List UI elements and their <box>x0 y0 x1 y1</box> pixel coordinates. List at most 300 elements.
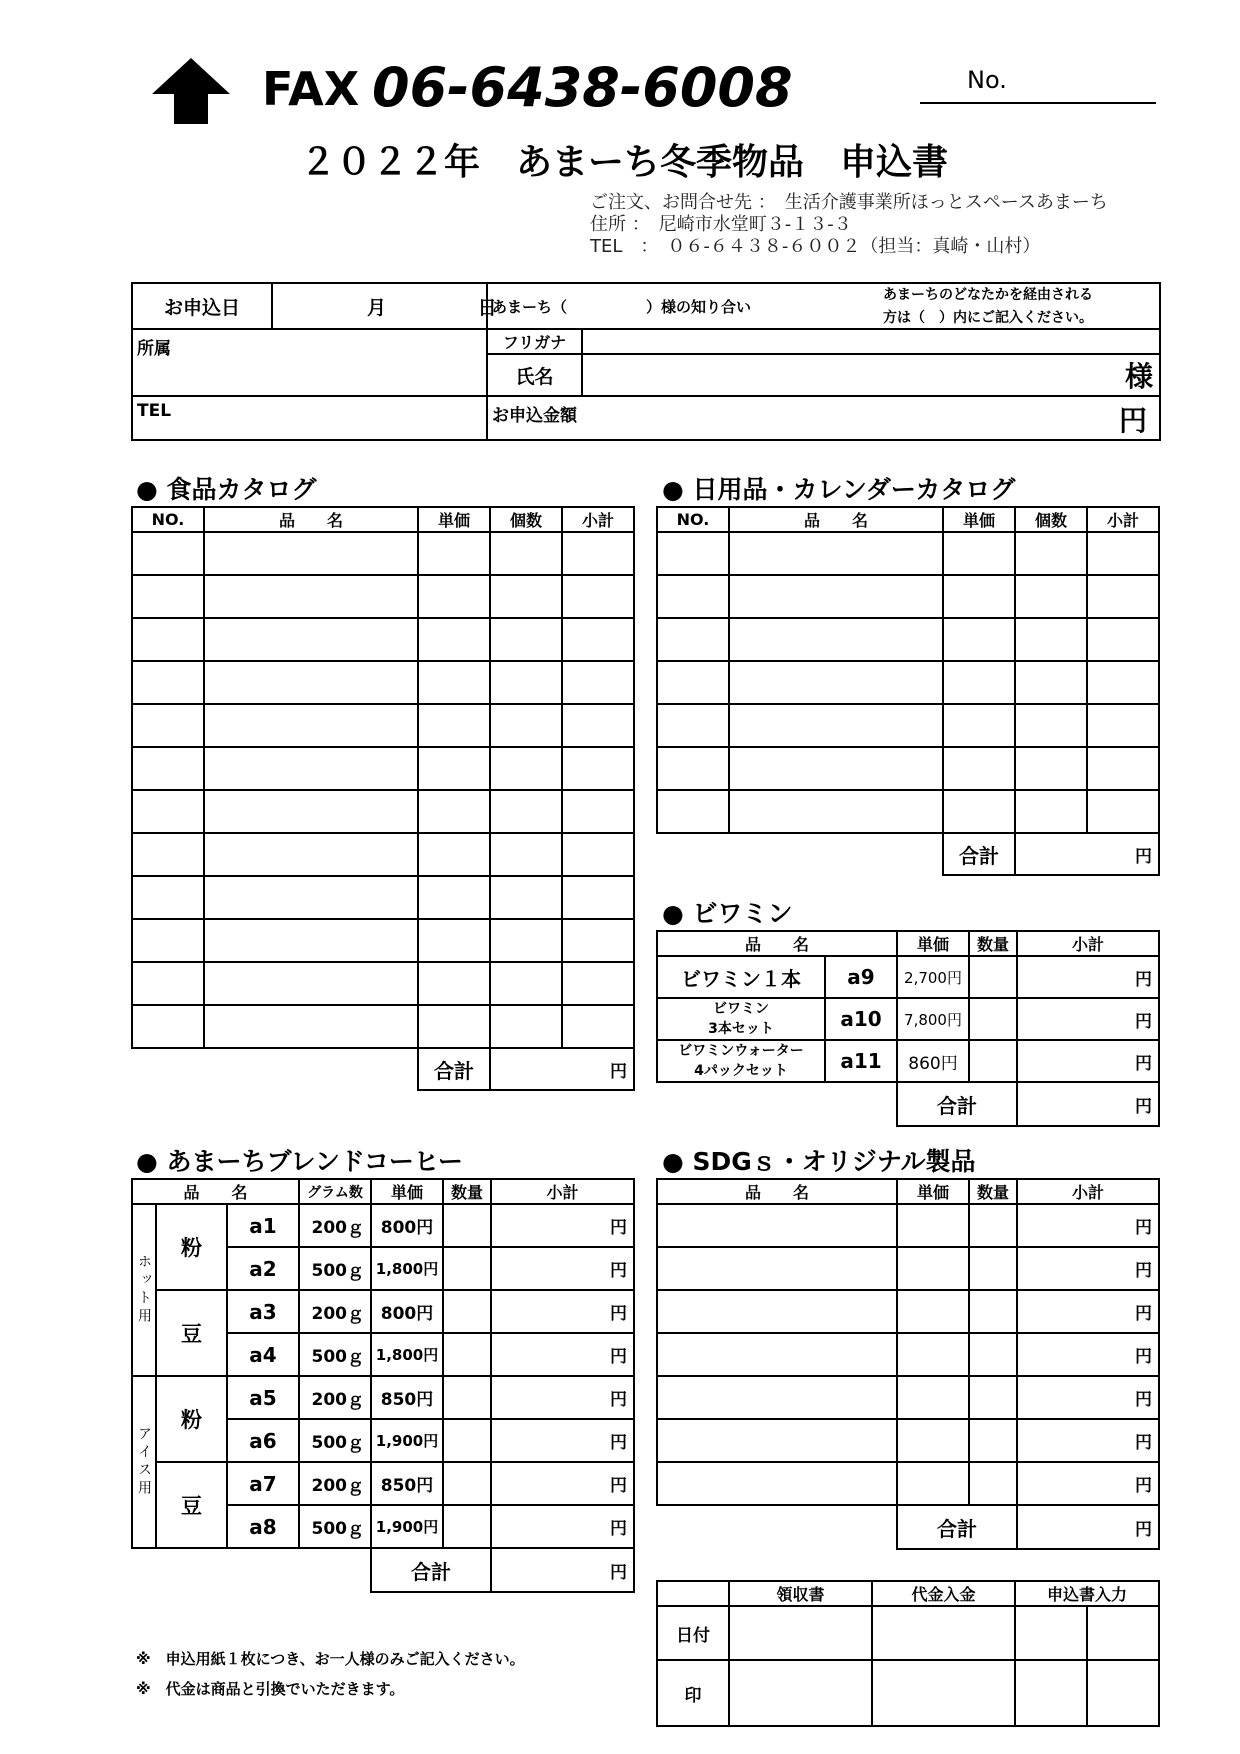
table-row <box>657 1462 1159 1505</box>
quantity-input[interactable] <box>969 1040 1017 1082</box>
table-row <box>132 1290 634 1333</box>
item-name-input[interactable] <box>204 661 418 704</box>
yen-mark: 円 <box>1135 1096 1153 1117</box>
contact-line: TEL ： ０６-６４３８-６００２（担当：真崎・山村） <box>590 236 1041 257</box>
no-input[interactable] <box>132 962 204 1005</box>
no-input[interactable] <box>132 790 204 833</box>
quantity-input[interactable] <box>443 1462 491 1505</box>
subtotal-input[interactable] <box>562 661 634 704</box>
item-name-input[interactable] <box>729 575 943 618</box>
office-use-table <box>656 1580 1160 1727</box>
col-header: 数量 <box>969 1179 1017 1204</box>
col-header: 小計 <box>1017 1179 1159 1204</box>
unit-price-input[interactable] <box>897 1419 969 1462</box>
unit-price-input[interactable] <box>418 833 490 876</box>
product-name: ビワミンウォーター 4パックセット <box>657 1040 825 1082</box>
unit-price: 1,800円 <box>371 1247 443 1290</box>
quantity-input[interactable] <box>443 1333 491 1376</box>
yen-mark: 円 <box>1135 1476 1152 1496</box>
yen-mark: 円 <box>610 1476 627 1496</box>
yen-mark: 円 <box>1135 1053 1153 1074</box>
subtotal-input[interactable] <box>562 532 634 575</box>
quantity-input[interactable] <box>490 618 562 661</box>
table-row <box>132 747 634 790</box>
no-label: No. <box>967 66 1007 94</box>
product-code: a2 <box>227 1247 299 1290</box>
amount-field[interactable] <box>487 396 1160 440</box>
furigana-label: フリガナ <box>487 329 582 354</box>
col-header: 個数 <box>490 507 562 532</box>
product-name: ビワミン 3本セット <box>657 998 825 1040</box>
quantity-input[interactable] <box>490 790 562 833</box>
subtotal-input[interactable] <box>1087 747 1159 790</box>
subtotal-input[interactable] <box>1087 532 1159 575</box>
grind-type: 粉 <box>156 1376 227 1462</box>
col-header: 代金入金 <box>872 1581 1015 1606</box>
item-name-input[interactable] <box>204 919 418 962</box>
office-cell[interactable] <box>1087 1606 1159 1660</box>
yen-mark: 円 <box>610 1304 627 1324</box>
item-name-input[interactable] <box>729 661 943 704</box>
yen-mark: 円 <box>610 1390 627 1410</box>
unit-price-input[interactable] <box>897 1462 969 1505</box>
col-header: グラム数 <box>299 1179 371 1204</box>
date-field[interactable] <box>272 283 497 329</box>
item-name-input[interactable] <box>729 790 943 833</box>
item-name-input[interactable] <box>657 1419 897 1462</box>
subtotal-cell <box>1017 998 1159 1040</box>
item-name-input[interactable] <box>204 790 418 833</box>
quantity-input[interactable] <box>490 876 562 919</box>
coffee-table <box>131 1178 635 1593</box>
unit-price: 850円 <box>371 1376 443 1419</box>
subtotal-input[interactable] <box>562 833 634 876</box>
unit-price-input[interactable] <box>943 575 1015 618</box>
unit-price-input[interactable] <box>897 1247 969 1290</box>
subtotal-cell <box>1017 1376 1159 1419</box>
subtotal-input[interactable] <box>1087 661 1159 704</box>
item-name-input[interactable] <box>204 747 418 790</box>
product-code: a10 <box>825 998 897 1040</box>
unit-price: 860円 <box>897 1040 969 1082</box>
subtotal-cell <box>1017 1290 1159 1333</box>
col-header: 品 名 <box>204 507 418 532</box>
yen-mark: 円 <box>1135 1011 1153 1032</box>
unit-price-input[interactable] <box>897 1290 969 1333</box>
subtotal-cell <box>491 1333 634 1376</box>
unit-price-input[interactable] <box>418 532 490 575</box>
no-input[interactable] <box>132 833 204 876</box>
spacer <box>657 833 943 875</box>
col-header: 数量 <box>969 931 1017 956</box>
table-row <box>132 1005 634 1048</box>
office-cell[interactable] <box>729 1606 872 1660</box>
table-row <box>132 532 634 575</box>
yen-mark: 円 <box>1135 1519 1152 1540</box>
quantity-input[interactable] <box>969 956 1017 998</box>
item-name-input[interactable] <box>657 1204 897 1247</box>
grams: 500ｇ <box>299 1333 371 1376</box>
no-input[interactable] <box>132 575 204 618</box>
quantity-input[interactable] <box>1015 790 1087 833</box>
col-header: 領収書 <box>729 1581 872 1606</box>
unit-price-input[interactable] <box>418 876 490 919</box>
product-code: a4 <box>227 1333 299 1376</box>
yen-mark: 円 <box>1135 1390 1152 1410</box>
temperature-group: アイス用 <box>132 1376 156 1548</box>
col-header: 小計 <box>562 507 634 532</box>
unit-price-input[interactable] <box>418 1005 490 1048</box>
item-name-input[interactable] <box>204 704 418 747</box>
no-input[interactable] <box>657 747 729 790</box>
unit-price: 2,700円 <box>897 956 969 998</box>
subtotal-input[interactable] <box>562 747 634 790</box>
table-row <box>132 962 634 1005</box>
unit-price: 1,800円 <box>371 1333 443 1376</box>
grams: 500ｇ <box>299 1419 371 1462</box>
office-cell[interactable] <box>1015 1660 1087 1726</box>
table-row <box>657 1040 1159 1082</box>
page-title: ２０２２年 あまーち冬季物品 申込書 <box>300 142 949 183</box>
spacer <box>657 1082 897 1126</box>
table-row <box>657 618 1159 661</box>
item-name-input[interactable] <box>729 704 943 747</box>
subtotal-cell <box>491 1290 634 1333</box>
total-label: 合計 <box>418 1048 490 1090</box>
item-name-input[interactable] <box>657 1290 897 1333</box>
name-input[interactable] <box>582 354 1160 396</box>
unit-price: 1,900円 <box>371 1505 443 1548</box>
table-row <box>132 1376 634 1419</box>
unit-price-input[interactable] <box>943 618 1015 661</box>
acquaintance-suffix: ）様の知り合い <box>646 298 752 316</box>
temperature-group: ホット用 <box>132 1204 156 1376</box>
yen-mark: 円 <box>1135 1304 1152 1324</box>
no-input[interactable] <box>657 575 729 618</box>
item-name-input[interactable] <box>729 747 943 790</box>
subtotal-input[interactable] <box>562 1005 634 1048</box>
yen-mark: 円 <box>610 1562 627 1583</box>
item-name-input[interactable] <box>204 532 418 575</box>
grams: 200ｇ <box>299 1204 371 1247</box>
table-row <box>657 1247 1159 1290</box>
yen-mark: 円 <box>610 1061 627 1082</box>
product-code: a1 <box>227 1204 299 1247</box>
subtotal-input[interactable] <box>562 704 634 747</box>
food-catalog-table <box>131 506 635 1091</box>
item-name-input[interactable] <box>204 575 418 618</box>
item-name-input[interactable] <box>657 1333 897 1376</box>
contact-info <box>590 192 1108 258</box>
item-name-input[interactable] <box>204 962 418 1005</box>
quantity-input[interactable] <box>443 1204 491 1247</box>
quantity-input[interactable] <box>490 532 562 575</box>
quantity-input[interactable] <box>490 747 562 790</box>
subtotal-input[interactable] <box>562 919 634 962</box>
no-input[interactable] <box>657 532 729 575</box>
no-input[interactable] <box>132 704 204 747</box>
no-input[interactable] <box>132 919 204 962</box>
yen-mark: 円 <box>610 1433 627 1453</box>
table-row <box>657 532 1159 575</box>
item-name-input[interactable] <box>204 876 418 919</box>
affiliation-field[interactable] <box>132 329 487 396</box>
subtotal-input[interactable] <box>562 575 634 618</box>
unit-price: 850円 <box>371 1462 443 1505</box>
table-row <box>132 618 634 661</box>
coffee-title: ● あまーちブレンドコーヒー <box>136 1147 463 1176</box>
table-row <box>657 704 1159 747</box>
office-cell[interactable] <box>1015 1606 1087 1660</box>
seal-row-label: 印 <box>657 1660 729 1726</box>
table-row <box>657 747 1159 790</box>
table-row <box>132 833 634 876</box>
office-cell[interactable] <box>729 1660 872 1726</box>
office-cell[interactable] <box>872 1606 1015 1660</box>
tel-label: TEL <box>137 401 172 421</box>
yen-mark: 円 <box>610 1347 627 1367</box>
subtotal-input[interactable] <box>1087 790 1159 833</box>
subtotal-input[interactable] <box>1087 575 1159 618</box>
product-code: a11 <box>825 1040 897 1082</box>
unit-price-input[interactable] <box>943 661 1015 704</box>
via-note: 方は（ ）内にご記入ください。 <box>883 310 1093 326</box>
grams: 200ｇ <box>299 1462 371 1505</box>
col-header: NO. <box>657 507 729 532</box>
table-row <box>657 956 1159 998</box>
grind-type: 豆 <box>156 1462 227 1548</box>
total-label: 合計 <box>897 1082 1017 1126</box>
subtotal-input[interactable] <box>562 962 634 1005</box>
unit-price-input[interactable] <box>897 1204 969 1247</box>
subtotal-cell <box>1017 1333 1159 1376</box>
subtotal-cell <box>491 1376 634 1419</box>
table-row <box>657 790 1159 833</box>
no-input[interactable] <box>132 532 204 575</box>
subtotal-input[interactable] <box>562 618 634 661</box>
total-cell[interactable] <box>490 1048 634 1090</box>
table-row <box>657 1204 1159 1247</box>
col-header: 個数 <box>1015 507 1087 532</box>
item-name-input[interactable] <box>657 1462 897 1505</box>
subtotal-input[interactable] <box>562 790 634 833</box>
grams: 500ｇ <box>299 1505 371 1548</box>
no-input[interactable] <box>657 618 729 661</box>
amount-label: お申込金額 <box>492 406 577 426</box>
product-name: ビワミン１本 <box>657 956 825 998</box>
col-header: 単価 <box>897 1179 969 1204</box>
unit-price: 1,900円 <box>371 1419 443 1462</box>
col-header: 単価 <box>371 1179 443 1204</box>
quantity-input[interactable] <box>443 1419 491 1462</box>
grams: 200ｇ <box>299 1376 371 1419</box>
item-name-input[interactable] <box>204 1005 418 1048</box>
quantity-input[interactable] <box>1015 575 1087 618</box>
yen-mark: 円 <box>1135 846 1152 867</box>
no-input[interactable] <box>657 661 729 704</box>
quantity-input[interactable] <box>969 1247 1017 1290</box>
via-note: あまーちのどなたかを経由される <box>883 287 1093 303</box>
daily-catalog-table <box>656 506 1160 876</box>
unit-price: 7,800円 <box>897 998 969 1040</box>
total-cell[interactable] <box>1017 1082 1159 1126</box>
sdgs-table <box>656 1178 1160 1550</box>
no-input[interactable] <box>132 618 204 661</box>
item-name-input[interactable] <box>729 618 943 661</box>
yen-mark: 円 <box>1135 1347 1152 1367</box>
item-name-input[interactable] <box>657 1247 897 1290</box>
grams: 200ｇ <box>299 1290 371 1333</box>
fax-label: FAX <box>262 62 360 116</box>
unit-price-input[interactable] <box>943 747 1015 790</box>
unit-price-input[interactable] <box>418 575 490 618</box>
table-row <box>132 661 634 704</box>
no-line <box>920 102 1156 104</box>
total-label: 合計 <box>897 1505 1017 1549</box>
table-row <box>657 1333 1159 1376</box>
quantity-input[interactable] <box>969 1376 1017 1419</box>
no-input[interactable] <box>132 876 204 919</box>
subtotal-cell <box>1017 1419 1159 1462</box>
furigana-input[interactable] <box>582 329 1160 354</box>
quantity-input[interactable] <box>490 962 562 1005</box>
unit-price-input[interactable] <box>418 618 490 661</box>
table-row <box>132 704 634 747</box>
no-input[interactable] <box>132 661 204 704</box>
up-arrow-icon <box>150 56 232 126</box>
unit-price: 800円 <box>371 1290 443 1333</box>
quantity-input[interactable] <box>443 1247 491 1290</box>
unit-price-input[interactable] <box>897 1333 969 1376</box>
product-code: a7 <box>227 1462 299 1505</box>
month-label: 月 <box>367 296 387 319</box>
total-cell[interactable] <box>1015 833 1159 875</box>
no-input[interactable] <box>132 1005 204 1048</box>
unit-price-input[interactable] <box>943 704 1015 747</box>
unit-price-input[interactable] <box>943 790 1015 833</box>
subtotal-cell <box>491 1505 634 1548</box>
quantity-input[interactable] <box>1015 618 1087 661</box>
quantity-input[interactable] <box>490 919 562 962</box>
quantity-input[interactable] <box>490 1005 562 1048</box>
subtotal-cell <box>491 1462 634 1505</box>
spacer <box>132 1048 418 1090</box>
subtotal-input[interactable] <box>1087 704 1159 747</box>
office-cell[interactable] <box>872 1660 1015 1726</box>
subtotal-input[interactable] <box>562 876 634 919</box>
quantity-input[interactable] <box>443 1290 491 1333</box>
quantity-input[interactable] <box>969 1333 1017 1376</box>
yen-mark: 円 <box>610 1519 627 1539</box>
acquaintance-field[interactable] <box>487 283 1160 329</box>
unit-price-input[interactable] <box>418 704 490 747</box>
note-line: ※ 申込用紙１枚につき、お一人様のみご記入ください。 <box>136 1650 525 1668</box>
quantity-input[interactable] <box>1015 704 1087 747</box>
yen-mark: 円 <box>1135 969 1153 990</box>
col-header: 数量 <box>443 1179 491 1204</box>
table-row <box>132 790 634 833</box>
total-cell[interactable] <box>1017 1505 1159 1549</box>
quantity-input[interactable] <box>490 575 562 618</box>
tel-field[interactable] <box>132 396 487 440</box>
unit-price-input[interactable] <box>897 1376 969 1419</box>
item-name-input[interactable] <box>657 1376 897 1419</box>
daily-catalog-title: ● 日用品・カレンダーカタログ <box>662 475 1016 504</box>
unit-price-input[interactable] <box>418 790 490 833</box>
col-header: 小計 <box>1017 931 1159 956</box>
subtotal-input[interactable] <box>1087 618 1159 661</box>
unit-price-input[interactable] <box>418 747 490 790</box>
quantity-input[interactable] <box>490 833 562 876</box>
table-row <box>657 575 1159 618</box>
no-input[interactable] <box>132 747 204 790</box>
unit-price-input[interactable] <box>943 532 1015 575</box>
quantity-input[interactable] <box>490 661 562 704</box>
fax-number: 06-6438-6008 <box>372 56 793 119</box>
office-cell[interactable] <box>1087 1660 1159 1726</box>
table-row <box>132 919 634 962</box>
subtotal-cell <box>491 1247 634 1290</box>
quantity-input[interactable] <box>969 998 1017 1040</box>
quantity-input[interactable] <box>443 1376 491 1419</box>
subtotal-cell <box>491 1419 634 1462</box>
unit-price-input[interactable] <box>418 962 490 1005</box>
quantity-input[interactable] <box>969 1462 1017 1505</box>
affiliation-label: 所属 <box>137 339 171 359</box>
item-name-input[interactable] <box>204 618 418 661</box>
contact-line: 住所 ： 尼崎市水堂町３-１３-３ <box>590 214 852 235</box>
quantity-input[interactable] <box>969 1204 1017 1247</box>
col-header: NO. <box>132 507 204 532</box>
col-header: 品 名 <box>657 931 897 956</box>
item-name-input[interactable] <box>729 532 943 575</box>
quantity-input[interactable] <box>490 704 562 747</box>
product-code: a5 <box>227 1376 299 1419</box>
table-row <box>657 661 1159 704</box>
product-code: a9 <box>825 956 897 998</box>
note-line: ※ 代金は商品と引換でいただきます。 <box>136 1680 405 1698</box>
grind-type: 粉 <box>156 1204 227 1290</box>
amachi-prefix: あまーち（ <box>492 297 568 316</box>
col-header: 小計 <box>1087 507 1159 532</box>
quantity-input[interactable] <box>969 1419 1017 1462</box>
unit-price: 800円 <box>371 1204 443 1247</box>
table-row <box>132 575 634 618</box>
grind-type: 豆 <box>156 1290 227 1376</box>
unit-price-input[interactable] <box>418 919 490 962</box>
total-cell[interactable] <box>491 1548 634 1592</box>
quantity-input[interactable] <box>443 1505 491 1548</box>
applicant-form <box>131 282 1161 441</box>
quantity-input[interactable] <box>1015 532 1087 575</box>
quantity-input[interactable] <box>969 1290 1017 1333</box>
yen-mark: 円 <box>1135 1261 1152 1281</box>
table-row <box>657 1376 1159 1419</box>
biwamin-title: ● ビワミン <box>662 899 793 928</box>
grams: 500ｇ <box>299 1247 371 1290</box>
no-input[interactable] <box>657 790 729 833</box>
quantity-input[interactable] <box>1015 747 1087 790</box>
product-code: a3 <box>227 1290 299 1333</box>
item-name-input[interactable] <box>204 833 418 876</box>
quantity-input[interactable] <box>1015 661 1087 704</box>
no-input[interactable] <box>657 704 729 747</box>
amount-yen: 円 <box>1119 404 1148 437</box>
subtotal-cell <box>1017 1462 1159 1505</box>
subtotal-cell <box>1017 956 1159 998</box>
honorific: 様 <box>1125 360 1154 393</box>
unit-price-input[interactable] <box>418 661 490 704</box>
